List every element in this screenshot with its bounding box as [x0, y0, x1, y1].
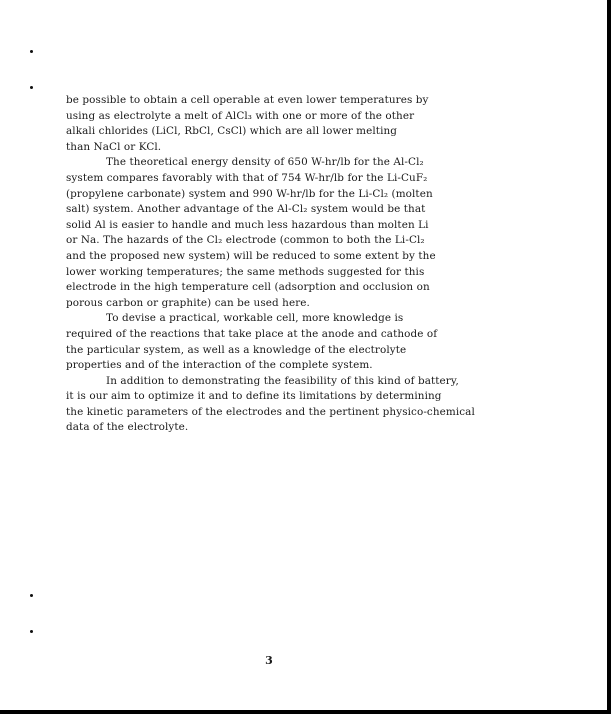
binding-hole-mark [30, 630, 33, 633]
text-line: it is our aim to optimize it and to define its limitations by determining [66, 390, 442, 403]
text-line: using as electrolyte a melt of AlCl₃ with one or more of the other [66, 109, 415, 122]
text-line: required of the reactions that take place at the anode and cathode of [66, 327, 438, 340]
text-line: salt) system. Another advantage of the Al-Cl₂ system would be that [66, 203, 426, 216]
text-line: system compares favorably with that of 754 W-hr/lb for the Li-CuF₂ [66, 171, 428, 184]
text-line: lower working temperatures; the same methods suggested for this [66, 265, 425, 278]
text-line: (propylene carbonate) system and 990 W-hr/lb for the Li-Cl₂ (molten [66, 187, 433, 200]
scan-border-bottom [0, 710, 611, 714]
paragraph-4 [66, 374, 498, 436]
text-line: data of the electrolyte. [66, 421, 189, 434]
text-line: be possible to obtain a cell operable at even lower temperatures by [66, 94, 429, 106]
body-text [66, 93, 498, 436]
text-line: or Na. The hazards of the Cl₂ electrode (common to both the Li-Cl₂ [66, 234, 425, 247]
paragraph-3 [66, 311, 498, 373]
text-line: The theoretical energy density of 650 W-hr/lb for the Al-Cl₂ [106, 156, 424, 169]
text-line: To devise a practical, workable cell, more knowledge is [106, 312, 404, 325]
paragraph-1 [66, 93, 498, 155]
text-line: electrode in the high temperature cell (adsorption and occlusion on [66, 281, 430, 294]
scan-border-right [607, 0, 611, 714]
text-line: than NaCl or KCl. [66, 140, 162, 153]
binding-hole-mark [30, 50, 33, 53]
binding-hole-mark [30, 86, 33, 89]
text-line: alkali chlorides (LiCl, RbCl, CsCl) which are all lower melting [66, 125, 398, 138]
text-line: porous carbon or graphite) can be used here. [66, 296, 310, 309]
binding-hole-mark [30, 594, 33, 597]
text-line: In addition to demonstrating the feasibility of this kind of battery, [106, 374, 459, 387]
text-line: the kinetic parameters of the electrodes and the pertinent physico-chemical [66, 405, 475, 418]
paragraph-2 [66, 155, 498, 311]
text-line: solid Al is easier to handle and much less hazardous than molten Li [66, 218, 429, 231]
text-line: the particular system, as well as a knowledge of the electrolyte [66, 343, 407, 356]
text-line: and the proposed new system) will be reduced to some extent by the [66, 249, 436, 262]
page-number: 3 [265, 654, 273, 667]
text-line: properties and of the interaction of the complete system. [66, 359, 373, 372]
